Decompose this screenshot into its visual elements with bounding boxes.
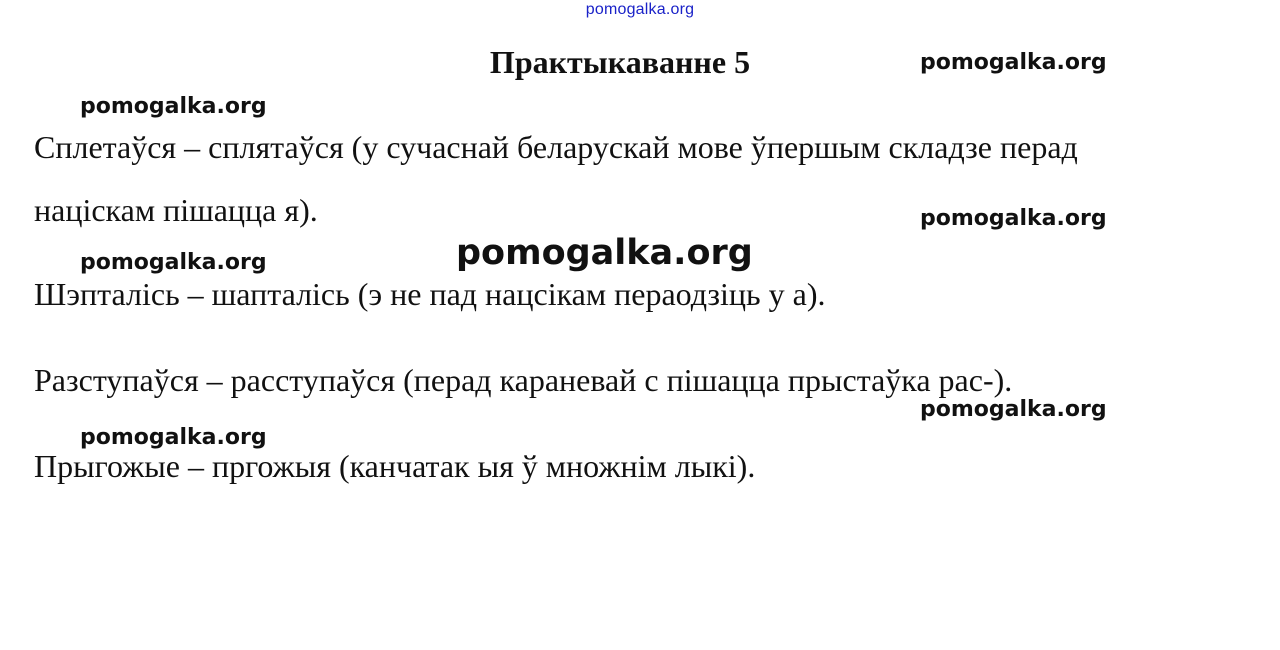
watermark-center: pomogalka.org	[456, 233, 753, 273]
watermark-right-3: pomogalka.org	[920, 397, 1107, 422]
top-watermark: pomogalka.org	[585, 1, 695, 18]
text-line-4: Разступаўся – расступаўся (перад караневай с пішацца прыстаўка рас-).	[34, 362, 1013, 398]
text-line-2: націскам пішацца я).	[34, 192, 318, 228]
text-line-5: Прыгожые – пргожыя (канчатак ыя ў множнім лыкі).	[34, 448, 756, 484]
watermark-left-2: pomogalka.org	[80, 250, 267, 275]
text-line-1: Сплетаўся – сплятаўся (у сучаснай беларускай мове ўпершым складзе перад	[34, 129, 1078, 165]
page-title: Практыкаванне 5	[489, 44, 751, 80]
watermark-right-1: pomogalka.org	[920, 50, 1107, 75]
text-line-3: Шэпталісь – шапталісь (э не пад нацсікам пераодзіць у а).	[34, 276, 826, 312]
watermark-left-3: pomogalka.org	[80, 425, 267, 450]
watermark-left-1: pomogalka.org	[80, 94, 267, 119]
watermark-right-2: pomogalka.org	[920, 206, 1107, 231]
